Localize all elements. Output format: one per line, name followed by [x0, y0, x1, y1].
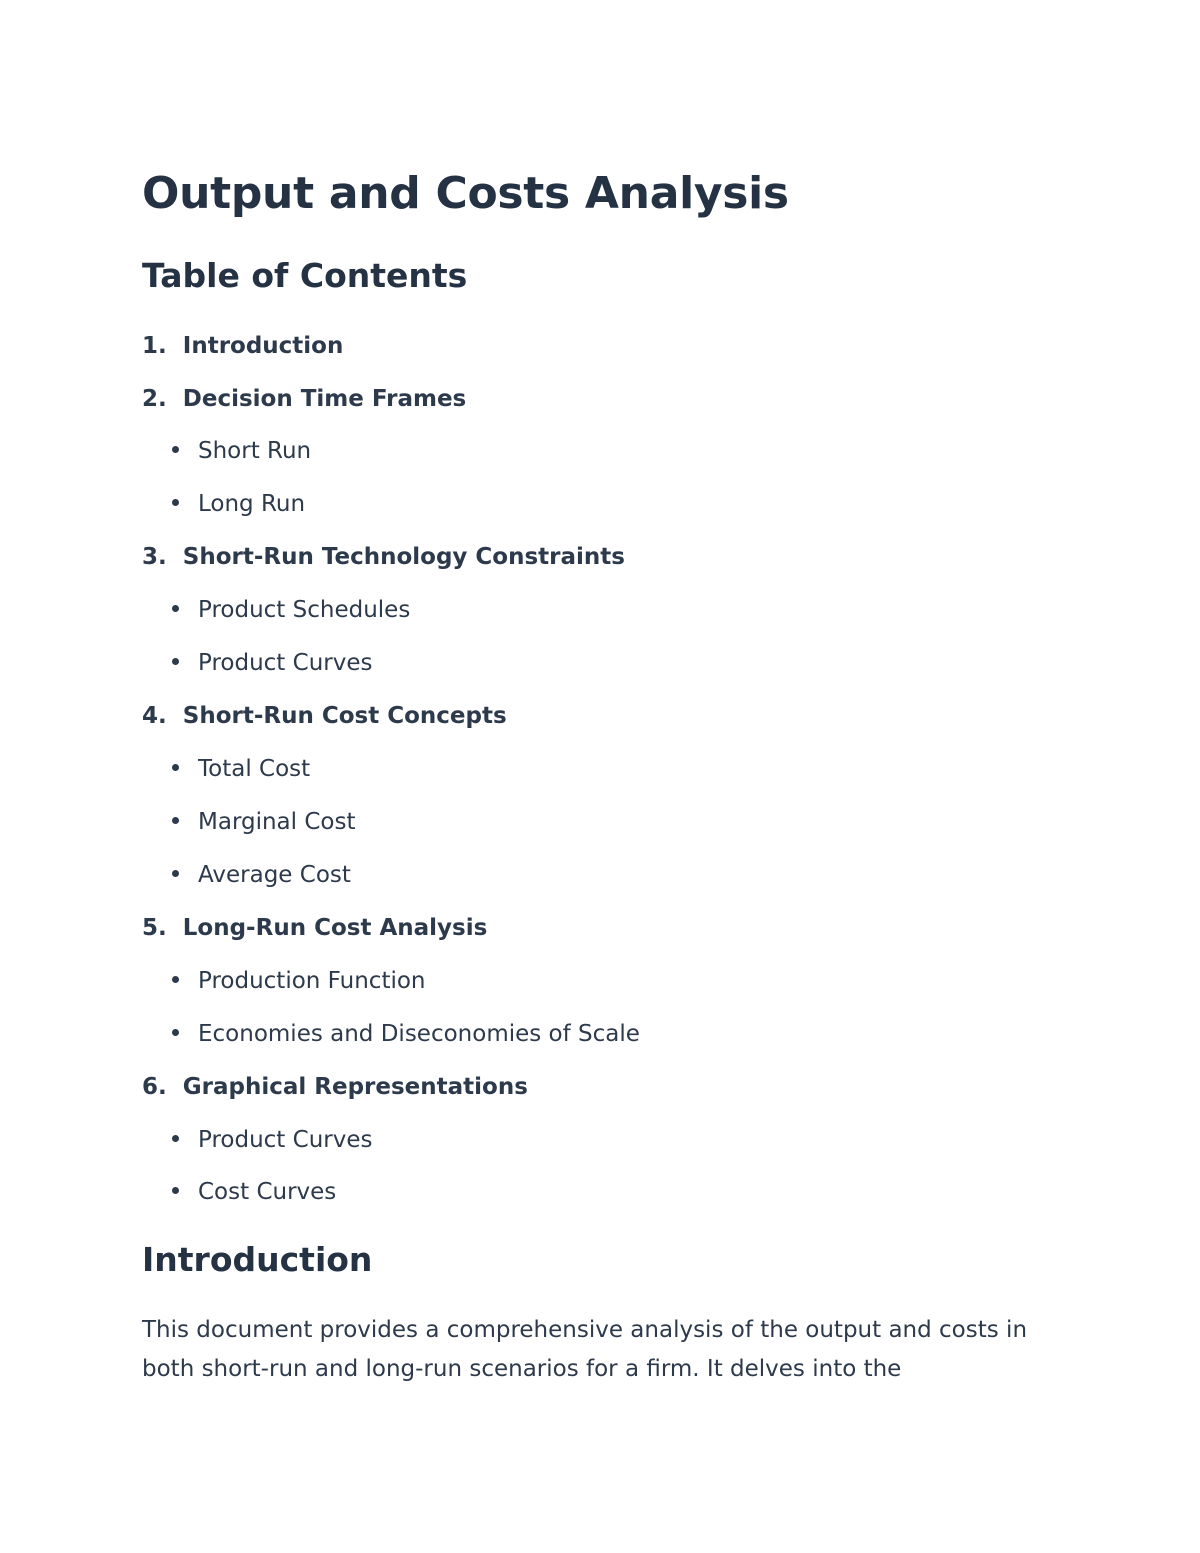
toc-section[interactable] — [142, 913, 487, 943]
toc-subitem-label: Average Cost — [198, 862, 351, 888]
introduction-paragraph: This document provides a comprehensive analysis of the output and costs in both short-run and long-run scenarios for a firm. It delves into the — [142, 1317, 1028, 1382]
toc-section-label: Long-Run Cost Analysis — [182, 915, 488, 941]
bullet-icon — [172, 1029, 179, 1036]
toc-section[interactable] — [142, 542, 625, 572]
toc-subitem[interactable] — [172, 1177, 336, 1207]
toc-subitem-label: Marginal Cost — [198, 809, 356, 835]
toc-section-number: 4. — [142, 703, 175, 729]
toc-subitem-label: Production Function — [198, 968, 426, 994]
bullet-icon — [172, 446, 179, 453]
toc-subitem-label: Economies and Diseconomies of Scale — [198, 1021, 640, 1047]
toc-section-label: Decision Time Frames — [182, 386, 467, 412]
bullet-icon — [172, 1135, 179, 1142]
bullet-icon — [172, 605, 179, 612]
toc-subitem[interactable] — [172, 860, 351, 890]
toc-section[interactable] — [142, 331, 343, 361]
toc-section-label: Graphical Representations — [182, 1074, 528, 1100]
toc-subitem-label: Product Schedules — [198, 597, 411, 623]
toc-subitem-label: Product Curves — [198, 1127, 373, 1153]
toc-section-number: 6. — [142, 1074, 175, 1100]
toc-section-number: 2. — [142, 386, 175, 412]
toc-subitem-label: Short Run — [198, 438, 312, 464]
bullet-icon — [172, 870, 179, 877]
bullet-icon — [172, 499, 179, 506]
toc-subitem[interactable] — [172, 648, 372, 678]
bullet-icon — [172, 658, 179, 665]
toc-section[interactable] — [142, 384, 466, 414]
toc-subitem[interactable] — [172, 595, 410, 625]
toc-subitem[interactable] — [172, 489, 305, 519]
toc-subitem-label: Long Run — [198, 491, 306, 517]
toc-subitem[interactable] — [172, 754, 310, 784]
toc-subitem[interactable] — [172, 807, 356, 837]
toc-heading: Table of Contents — [142, 256, 468, 295]
toc-subitem[interactable] — [172, 1125, 372, 1155]
toc-section[interactable] — [142, 1072, 528, 1102]
toc-section-number: 3. — [142, 544, 175, 570]
bullet-icon — [172, 764, 179, 771]
toc-section-label: Short-Run Cost Concepts — [182, 703, 507, 729]
toc-section[interactable] — [142, 701, 507, 731]
toc-section-number: 1. — [142, 333, 175, 359]
toc-section-number: 5. — [142, 915, 175, 941]
toc-section-label: Introduction — [182, 333, 344, 359]
toc-subitem[interactable] — [172, 1019, 640, 1049]
toc-subitem[interactable] — [172, 436, 311, 466]
toc-subitem-label: Total Cost — [198, 756, 311, 782]
bullet-icon — [172, 976, 179, 983]
bullet-icon — [172, 817, 179, 824]
toc-subitem[interactable] — [172, 966, 426, 996]
toc-section-label: Short-Run Technology Constraints — [182, 544, 625, 570]
bullet-icon — [172, 1187, 179, 1194]
introduction-heading: Introduction — [142, 1240, 373, 1279]
toc-subitem-label: Cost Curves — [198, 1179, 337, 1205]
document-title: Output and Costs Analysis — [142, 168, 789, 219]
toc-subitem-label: Product Curves — [198, 650, 373, 676]
